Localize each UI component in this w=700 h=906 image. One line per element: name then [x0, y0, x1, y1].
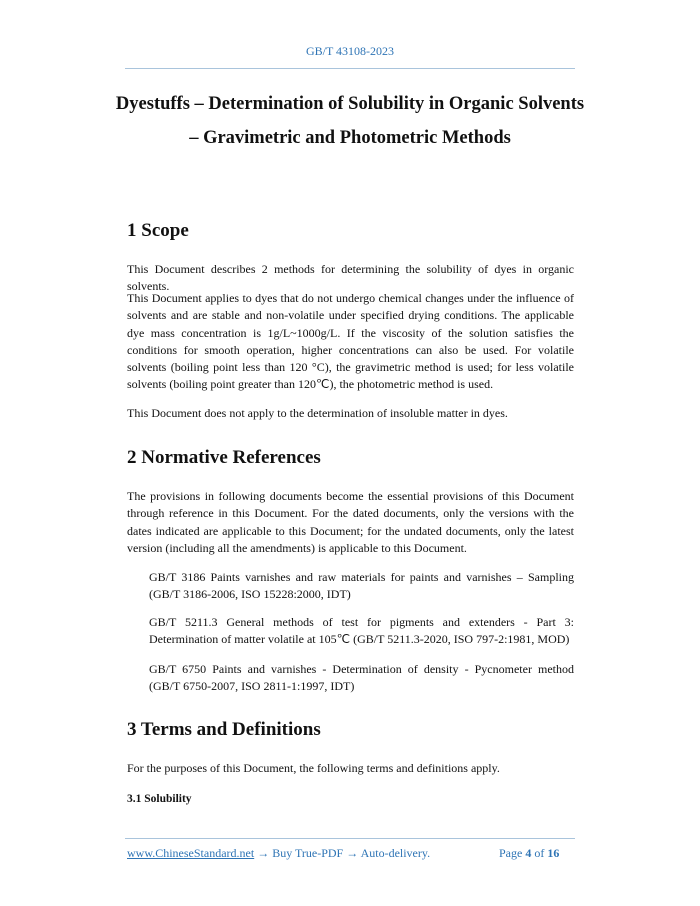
- doc-title-line2: – Gravimetric and Photometric Methods: [189, 128, 511, 148]
- section-heading-scope: 1 Scope: [127, 220, 189, 241]
- section-heading-normative-references: 2 Normative References: [127, 447, 321, 468]
- paragraph: This Document describes 2 methods for determining the solubility of dyes in organic solvents.: [127, 262, 574, 294]
- header-rule: [125, 68, 575, 69]
- page-label: Page: [499, 846, 523, 860]
- subheading-solubility: 3.1 Solubility: [127, 793, 192, 805]
- section-heading-terms: 3 Terms and Definitions: [127, 719, 321, 740]
- paragraph: The provisions in following documents become the essential provisions of this Document through reference in this Document. For the dated documents, only the versions with the dates indicated are applicable to this Document; for the undated documents, only the latest version (including all the amendments) is applicable to this Document.: [127, 489, 574, 555]
- footer-link[interactable]: www.ChineseStandard.net: [127, 846, 255, 860]
- footer-tagline: → Buy True-PDF → Auto-delivery.: [254, 846, 431, 860]
- paragraph: This Document applies to dyes that do not undergo chemical changes under the influence of solvents and are stable and non-volatile under specified drying conditions. The applicable dye mass concentration is 1g/L~1000g/L. If the viscosity of the solution satisfies the conditions for smooth operation, higher concentrations can also be used. For volatile solvents (boiling point less than 120 °C), the gravimetric method is used; for less volatile solvents (boiling point greater than 120℃), the photometric method is used.: [127, 291, 574, 392]
- of-label: of: [534, 846, 545, 860]
- footer-left: [127, 846, 430, 861]
- page-total: 16: [547, 846, 560, 860]
- reference-item: GB/T 6750 Paints and varnishes - Determination of density - Pycnometer method (GB/T 6750-2007, ISO 2811-1:1997, IDT): [149, 662, 574, 694]
- page-indicator: [499, 846, 559, 861]
- paragraph: This Document does not apply to the determination of insoluble matter in dyes.: [127, 406, 508, 420]
- page-number: 4: [525, 846, 532, 860]
- doc-title-line1: Dyestuffs – Determination of Solubility in Organic Solvents: [115, 94, 585, 114]
- footer-rule: [125, 838, 575, 839]
- paragraph: For the purposes of this Document, the following terms and definitions apply.: [127, 761, 500, 775]
- header-doc-code: GB/T 43108-2023: [305, 44, 395, 58]
- reference-item: GB/T 5211.3 General methods of test for pigments and extenders - Part 3: Determination of matter volatile at 105℃ (GB/T 5211.3-2020, ISO 797-2:1981, MOD): [149, 615, 574, 647]
- reference-item: GB/T 3186 Paints varnishes and raw materials for paints and varnishes – Sampling (GB/T 3186-2006, ISO 15228:2000, IDT): [149, 570, 574, 602]
